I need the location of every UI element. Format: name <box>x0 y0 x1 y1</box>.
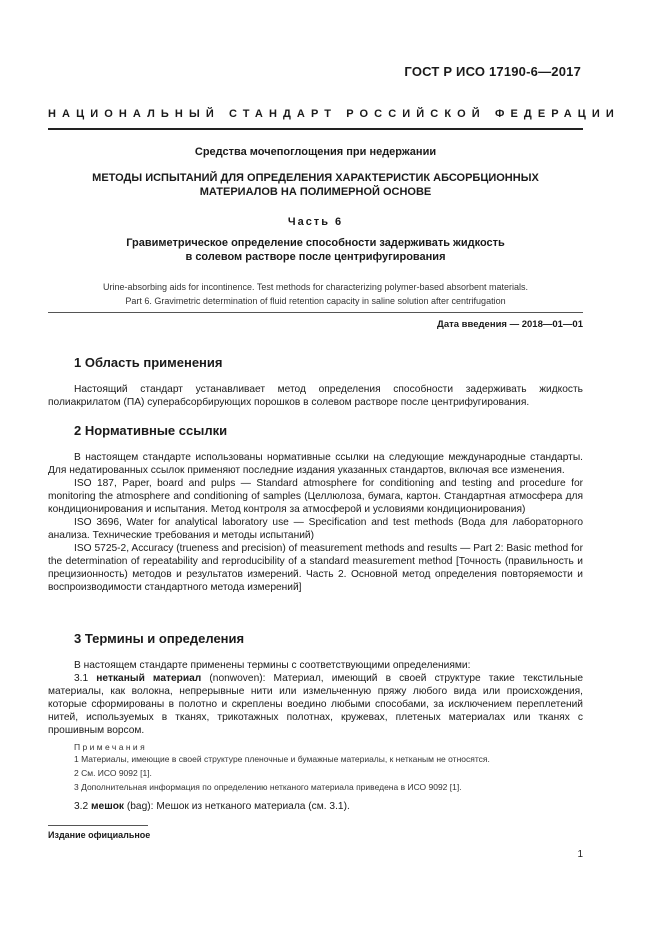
term-text: (nonwoven): Материал, имеющий в своей структуре такие текстильные материалы, как волокна, непрерывные нити или измельченную пряжу любого вида или происхождения, которые сформированы в полотно и скреплены воедино любыми способами, за исключением переплетений нитей, используемых в тканях, трикотажных полотнах, кружевах, плетеных материалах или тканях с прошивным ворсом. <box>48 673 583 736</box>
part-number: Часть 6 <box>287 216 344 228</box>
term-definition <box>48 672 583 737</box>
section-heading: 3 Термины и определения <box>74 631 245 646</box>
note-3: 3 Дополнительная информация по определению нетканого материала приведена в ИСО 9092 [1]. <box>74 782 462 792</box>
term-name: мешок <box>91 801 125 812</box>
document-subtitle: Средства мочепоглощения при недержании <box>194 146 437 158</box>
section-scope <box>48 355 583 409</box>
term-name: нетканый материал <box>96 673 202 684</box>
note-2: 2 См. ИСО 9092 [1]. <box>74 768 152 778</box>
term-definition <box>48 800 583 813</box>
official-edition-label: Издание официальное <box>48 830 151 840</box>
document-title <box>48 171 583 199</box>
title-line-2: МАТЕРИАЛОВ НА ПОЛИМЕРНОЙ ОСНОВЕ <box>199 186 432 198</box>
term-text: (bag): Мешок из нетканого материала (см. 3.1). <box>126 801 350 812</box>
national-standard-banner: НАЦИОНАЛЬНЫЙ СТАНДАРТ РОССИЙСКОЙ ФЕДЕРАЦИИ <box>48 108 620 120</box>
footer-divider <box>48 825 148 826</box>
paragraph: Настоящий стандарт устанавливает метод определения способности задерживать жидкость полиакрилатом (ПА) суперабсорбирующих порошков в солевом растворе после центрифугирования. <box>48 384 583 408</box>
title-divider <box>48 312 583 313</box>
section-terms <box>48 631 583 813</box>
english-title-line-2: Part 6. Gravimetric determination of fluid retention capacity in saline solution after centrifugation <box>125 296 506 306</box>
title-line-1: МЕТОДЫ ИСПЫТАНИЙ ДЛЯ ОПРЕДЕЛЕНИЯ ХАРАКТЕРИСТИК АБСОРБЦИОННЫХ <box>92 172 539 184</box>
part-title-line-1: Гравиметрическое определение способности задерживать жидкость <box>126 237 505 249</box>
term-number: 3.2 <box>74 801 89 812</box>
introduction-date: Дата введения — 2018—01—01 <box>437 319 583 330</box>
reference-iso-3696: ISO 3696, Water for analytical laboratory use — Specification and test methods (Вода для лабораторного анализа. Технические требования и методы испытаний) <box>48 517 583 541</box>
paragraph: В настоящем стандарте использованы нормативные ссылки на следующие международные стандарты. Для недатированных ссылок применяют последние издания указанных стандартов, включая все изменения. <box>48 452 583 476</box>
reference-iso-5725-2: ISO 5725-2, Accuracy (trueness and precision) of measurement methods and results — Part 2: Basic method for the determination of repeatability and reproducibility of a standard measurement method [Точность (правильность и прецизионность) методов и результатов измерений. Часть 2. Основной метод определения повторяемости и воспроизводимости стандартного метода измерений] <box>48 543 583 593</box>
reference-iso-187: ISO 187, Paper, board and pulps — Standard atmosphere for conditioning and testing and procedure for monitoring the atmosphere and conditioning of samples (Целлюлоза, бумага, картон. Стандартная атмосфера для кондиционирования и испытания. Метод контроля за атмосферой и условиями кондиционирования) <box>48 478 583 515</box>
top-divider <box>48 128 583 130</box>
section-normative-references <box>48 423 583 594</box>
section-heading: 1 Область применения <box>74 355 223 370</box>
note-1: 1 Материалы, имеющие в своей структуре пленочные и бумажные материалы, к нетканым не относятся. <box>74 754 490 764</box>
notes-title: Примечания <box>74 742 148 752</box>
section-heading: 2 Нормативные ссылки <box>74 423 228 438</box>
term-number: 3.1 <box>74 673 89 684</box>
english-title-line-1: Urine-absorbing aids for incontinence. Test methods for characterizing polymer-based absorbent materials. <box>102 282 529 292</box>
paragraph: В настоящем стандарте применены термины с соответствующими определениями: <box>74 660 471 671</box>
part-title-line-2: в солевом растворе после центрифугирования <box>185 251 446 263</box>
page-number: 1 <box>577 849 583 860</box>
english-title <box>48 280 583 308</box>
standard-code: ГОСТ Р ИСО 17190-6—2017 <box>404 64 581 79</box>
part-title <box>48 236 583 264</box>
